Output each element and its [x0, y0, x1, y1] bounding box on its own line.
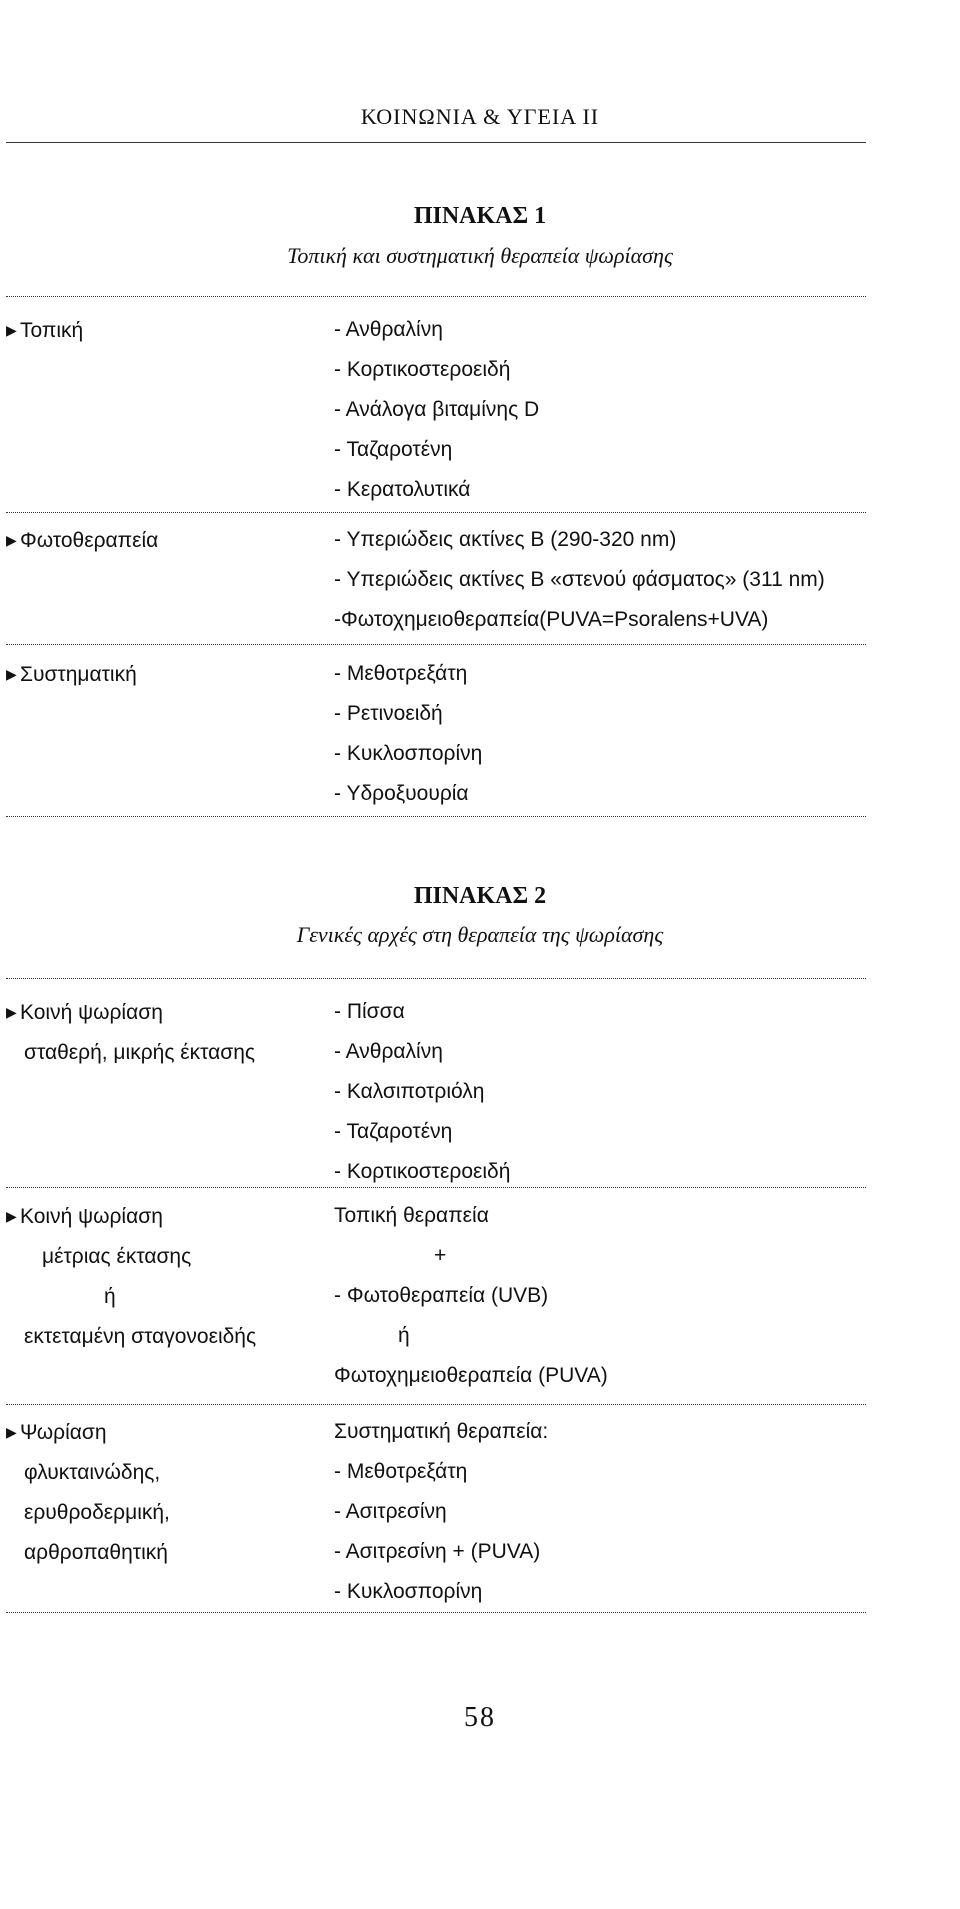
table2-row3-label-line: ερυθροδερμική, [24, 1501, 170, 1524]
list-item: Φωτοχημειοθεραπεία (PUVA) [334, 1364, 608, 1387]
table1-row2-label-line: ▶ Φωτοθεραπεία [6, 520, 158, 561]
list-item: - Ταζαροτένη [334, 1120, 453, 1143]
running-head: ΚΟΙΝΩΝΙΑ & ΥΓΕΙΑ ΙΙ [360, 104, 600, 129]
table2-row2-label [6, 1196, 256, 1357]
table1-row1-items [334, 310, 539, 510]
list-item: - Κορτικοστεροειδή [334, 358, 511, 381]
table1-title: ΠΙΝΑΚΑΣ 1 [413, 203, 547, 229]
list-item: - Ασιτρεσίνη + (PUVA) [334, 1540, 541, 1563]
table1-row3-items [334, 654, 482, 814]
table2-row1-label-line: σταθερή, μικρής έκτασης [24, 1041, 256, 1064]
list-item: - Ρετινοειδή [334, 702, 443, 725]
table1-row3-label [6, 654, 137, 695]
list-item: Τοπική θεραπεία [334, 1204, 489, 1227]
table1-row2-items [334, 520, 825, 640]
bullet-icon: ▶ [6, 1004, 17, 1020]
list-item: - Υπεριώδεις ακτίνες Β «στενού φάσματος» (311 nm) [334, 568, 825, 591]
table1-bottom-rule [6, 816, 866, 817]
list-item: + [434, 1244, 447, 1267]
header-rule [6, 142, 866, 143]
list-item: - Κερατολυτικά [334, 478, 471, 501]
table1-row-divider-2 [6, 644, 866, 645]
table2-row2-label-line: ▶ Κοινή ψωρίαση [6, 1196, 256, 1237]
table1-row3-label-line: ▶ Συστηματική [6, 654, 137, 695]
page-number: 58 [464, 1702, 496, 1733]
table1-row2-label [6, 520, 158, 561]
table2-row2-label-line: εκτεταμένη σταγονοειδής [24, 1325, 257, 1348]
table2-row2-items [334, 1196, 608, 1396]
list-item: ή [398, 1324, 410, 1347]
list-item: - Κυκλοσπορίνη [334, 742, 483, 765]
list-item: - Κυκλοσπορίνη [334, 1580, 483, 1603]
list-item: -Φωτοχημειοθεραπεία(PUVA=Psoralens+UVA) [334, 608, 769, 631]
bullet-icon: ▶ [6, 1208, 17, 1224]
table1-row1-label-line: ▶ Τοπική [6, 310, 83, 351]
list-item: - Υπεριώδεις ακτίνες Β (290-320 nm) [334, 528, 677, 551]
table2-row3-items [334, 1412, 548, 1612]
table2-row-divider-1 [6, 1187, 866, 1188]
table2-row3-label [6, 1412, 170, 1573]
list-item: - Ασιτρεσίνη [334, 1500, 447, 1523]
list-item: - Υδροξυουρία [334, 782, 469, 805]
list-item: - Κορτικοστεροειδή [334, 1160, 511, 1183]
bullet-icon: ▶ [6, 322, 17, 338]
list-item: - Πίσσα [334, 1000, 405, 1023]
bullet-icon: ▶ [6, 532, 17, 548]
table2-row1-items [334, 992, 510, 1192]
list-item: - Μεθοτρεξάτη [334, 662, 468, 685]
list-item: - Καλσιποτριόλη [334, 1080, 485, 1103]
list-item: - Μεθοτρεξάτη [334, 1460, 468, 1483]
bullet-icon: ▶ [6, 666, 17, 682]
list-item: - Ανθραλίνη [334, 1040, 443, 1063]
table1-row-divider-1 [6, 512, 866, 513]
list-item: - Ανθραλίνη [334, 318, 443, 341]
table2-row-divider-2 [6, 1404, 866, 1405]
table2-subtitle: Γενικές αρχές στη θεραπεία της ψωρίασης [296, 922, 664, 947]
table1-top-rule [6, 296, 866, 297]
table2-top-rule [6, 978, 866, 979]
table2-row1-label-line: ▶ Κοινή ψωρίαση [6, 992, 255, 1033]
table2-title: ΠΙΝΑΚΑΣ 2 [413, 883, 547, 909]
table2-row3-label-line: ▶ Ψωρίαση [6, 1412, 170, 1453]
list-item: - Ταζαροτένη [334, 438, 453, 461]
table1-row1-label [6, 310, 83, 351]
table2-row1-label [6, 992, 255, 1073]
bullet-icon: ▶ [6, 1424, 17, 1440]
table2-row3-label-line: φλυκταινώδης, [24, 1461, 161, 1484]
table2-row2-label-line: ή [104, 1285, 116, 1308]
table2-row3-label-line: αρθροπαθητική [24, 1541, 168, 1564]
table2-row2-label-line: μέτριας έκτασης [42, 1245, 192, 1268]
list-item: - Φωτοθεραπεία (UVB) [334, 1284, 549, 1307]
list-item: - Ανάλογα βιταμίνης D [334, 398, 540, 421]
table2-bottom-rule [6, 1612, 866, 1613]
table1-subtitle: Τοπική και συστηματική θεραπεία ψωρίασης [287, 243, 673, 268]
list-item: Συστηματική θεραπεία: [334, 1420, 549, 1443]
